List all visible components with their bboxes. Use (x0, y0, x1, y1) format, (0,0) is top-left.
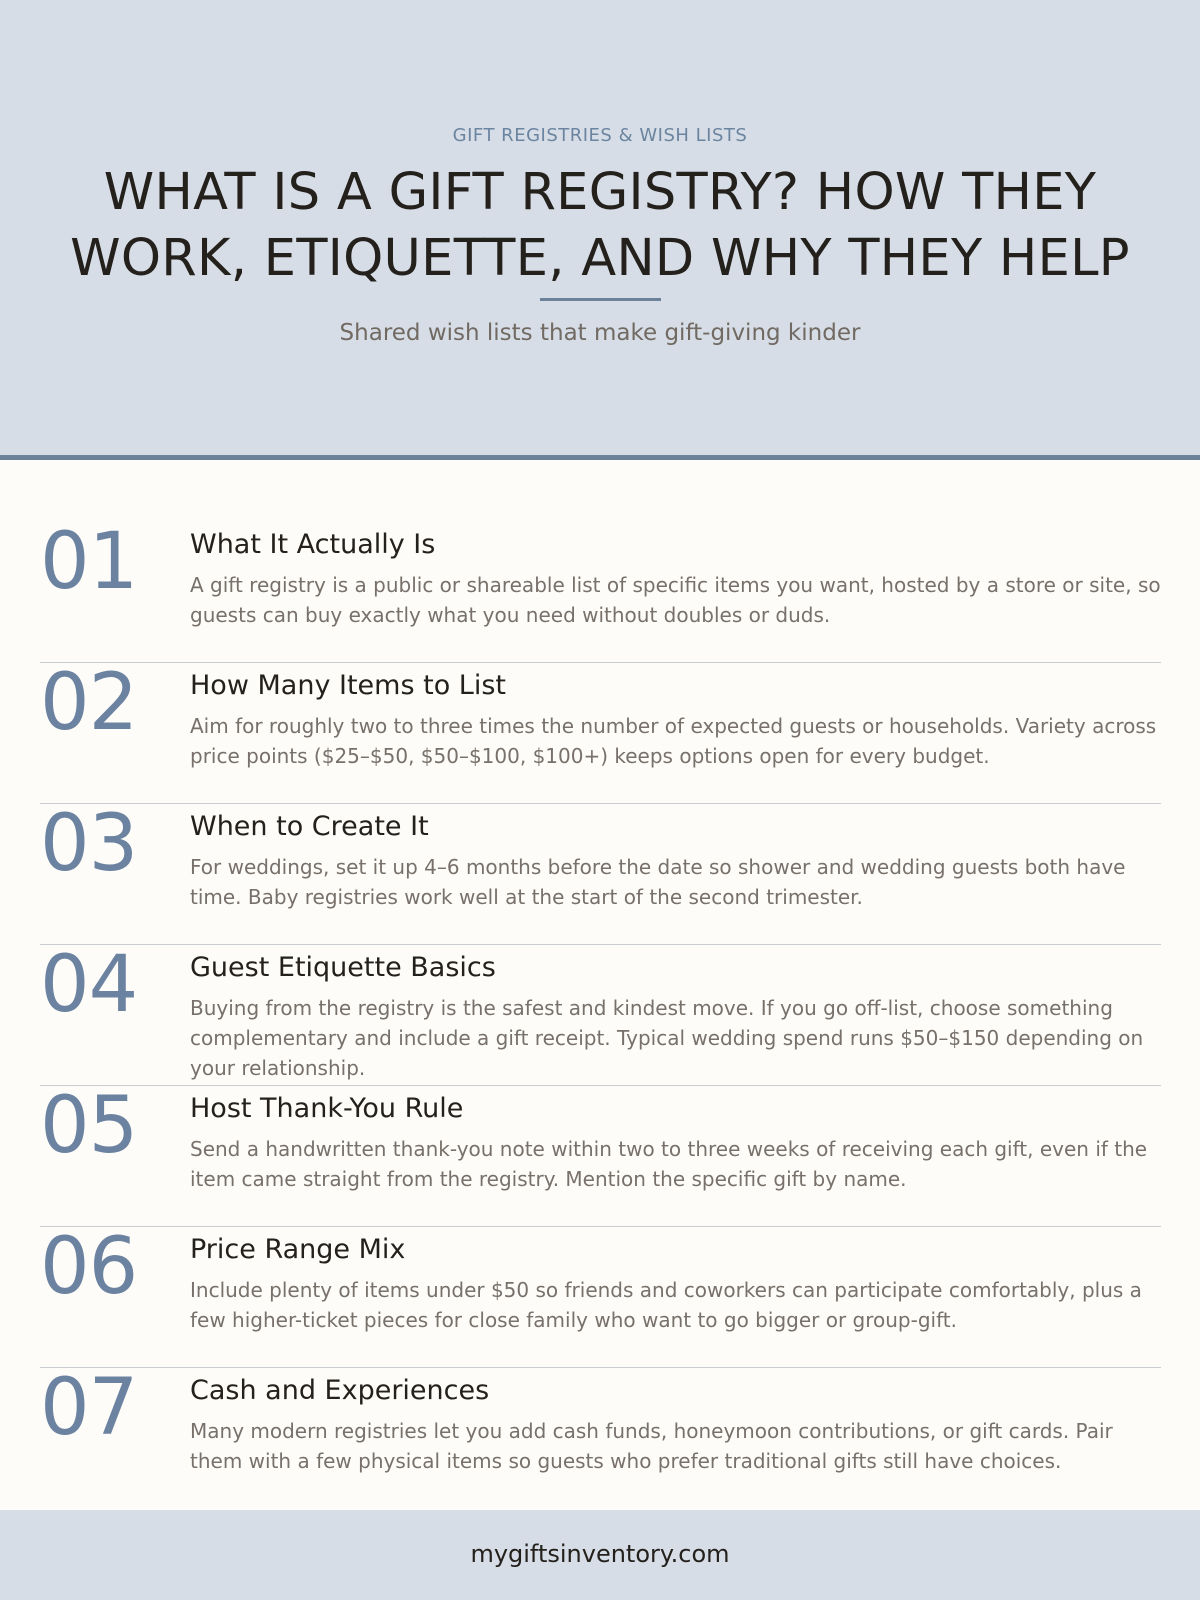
title-divider (540, 298, 661, 301)
list-item (40, 658, 1161, 804)
item-title: Price Range Mix (190, 1234, 406, 1265)
item-number: 04 (40, 940, 138, 1030)
list-item (40, 1081, 1161, 1227)
item-body: Send a handwritten thank-you note within two to three weeks of receiving each gift, even if the item came straight from the registry. Mention the specific gift by name. (190, 1137, 1148, 1191)
item-number: 02 (40, 658, 138, 748)
item-title: How Many Items to List (190, 670, 506, 701)
category-eyebrow: GIFT REGISTRIES & WISH LISTS (452, 125, 748, 146)
item-body: For weddings, set it up 4–6 months before the date so shower and wedding guests both have time. Baby registries work well at the start of the second trimester. (190, 855, 1126, 909)
item-number: 01 (40, 517, 138, 607)
list-item (40, 799, 1161, 945)
page-title: WHAT IS A GIFT REGISTRY? HOW THEY WORK, ETIQUETTE, AND WHY THEY HELP (70, 163, 1130, 288)
page-subtitle: Shared wish lists that make gift-giving kinder (339, 320, 861, 346)
item-number: 07 (40, 1363, 138, 1453)
item-title: Host Thank-You Rule (190, 1093, 464, 1124)
item-number: 03 (40, 799, 138, 889)
list-item (40, 517, 1161, 663)
item-body: Buying from the registry is the safest and kindest move. If you go off-list, choose something complementary and include a gift receipt. Typical wedding spend runs $50–$150 depending on your relationship. (190, 996, 1144, 1080)
item-number: 06 (40, 1222, 138, 1312)
item-title: What It Actually Is (190, 529, 436, 560)
item-body: Many modern registries let you add cash funds, honeymoon contributions, or gift cards. Pair them with a few physical items so guests who prefer traditional gifts still have choices. (190, 1419, 1113, 1473)
item-title: When to Create It (190, 811, 429, 842)
page-footer (0, 1510, 1200, 1600)
list-item (40, 1363, 1161, 1509)
site-url[interactable]: mygiftsinventory.com (470, 1540, 730, 1568)
page-header (0, 0, 1200, 460)
list-item (40, 1222, 1161, 1368)
tips-list (40, 517, 1161, 1509)
item-body: A gift registry is a public or shareable list of specific items you want, hosted by a store or site, so guests can buy exactly what you need without doubles or duds. (190, 573, 1161, 627)
item-title: Cash and Experiences (190, 1375, 490, 1406)
item-number: 05 (40, 1081, 138, 1171)
item-title: Guest Etiquette Basics (190, 952, 496, 983)
item-body: Include plenty of items under $50 so friends and coworkers can participate comfortably, plus a few higher-ticket pieces for close family who want to go bigger or group-gift. (190, 1278, 1142, 1332)
list-item (40, 940, 1161, 1086)
item-body: Aim for roughly two to three times the number of expected guests or households. Variety across price points ($25–$50, $50–$100, $100+) keeps options open for every budget. (190, 714, 1157, 768)
